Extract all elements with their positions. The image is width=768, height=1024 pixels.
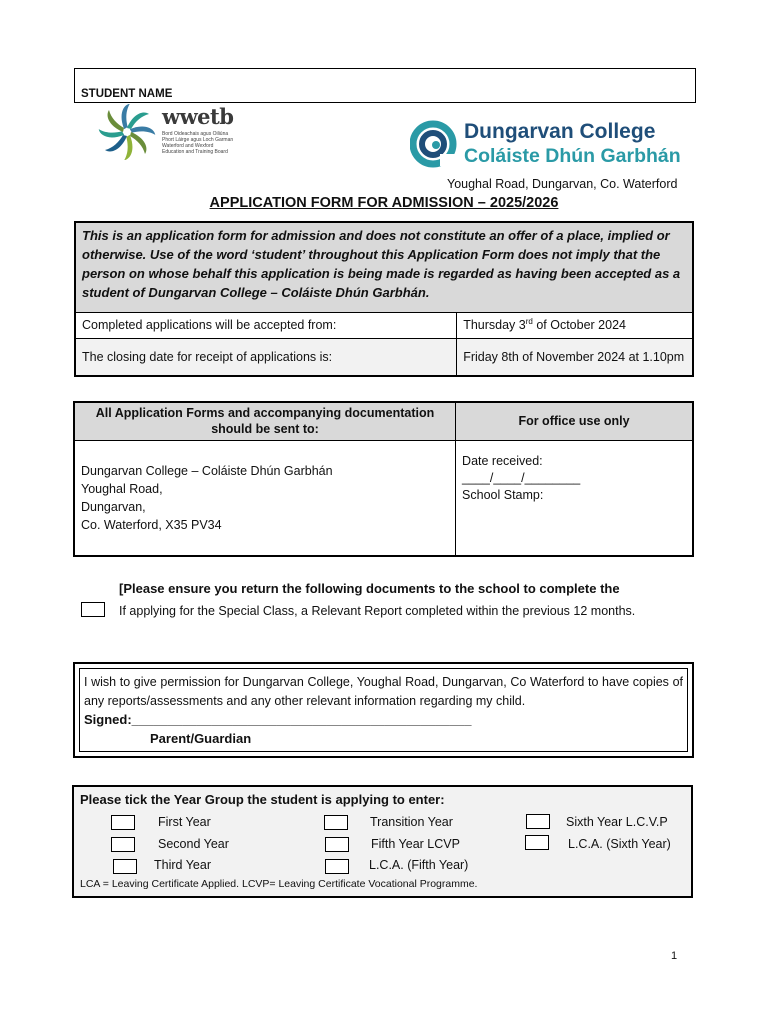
page-number: 1: [671, 950, 678, 962]
sixth-year-lcvp-label: Sixth Year L.C.V.P: [566, 815, 668, 829]
lca-sixth-year-checkbox[interactable]: [525, 835, 549, 850]
sixth-year-lcvp-checkbox[interactable]: [526, 814, 550, 829]
wwetb-swirl-icon: [98, 104, 156, 160]
send-to-address-line: Youghal Road,: [81, 481, 163, 496]
third-year-checkbox[interactable]: [113, 859, 137, 874]
send-to-address: [74, 440, 456, 556]
accepted-from-value-pre: Thursday 3: [463, 318, 526, 333]
send-to-address-line: Dungarvan,: [81, 499, 146, 514]
office-use-header: For office use only: [456, 402, 693, 440]
parent-guardian-label: Parent/Guardian: [150, 731, 252, 746]
accepted-from-value-post: of October 2024: [532, 318, 626, 333]
college-emblem-icon: [410, 118, 458, 168]
documents-heading: [Please ensure you return the following documents to the school to complete the: [119, 581, 620, 596]
transition-year-label: Transition Year: [370, 815, 453, 829]
signature-field[interactable]: Signed:_______________________________________________: [84, 712, 472, 727]
college-name: Dungarvan College: [464, 120, 656, 143]
accepted-from-value: [457, 312, 693, 338]
closing-date-label: The closing date for receipt of applications is:: [75, 338, 457, 376]
school-stamp-label: School Stamp:: [462, 487, 544, 502]
student-name-field[interactable]: [74, 68, 696, 103]
student-name-label: STUDENT NAME: [81, 88, 173, 100]
office-use-area: [456, 440, 693, 556]
date-received-field[interactable]: ____/____/________: [462, 470, 581, 485]
college-address: Youghal Road, Dungarvan, Co. Waterford: [447, 177, 678, 191]
first-year-checkbox[interactable]: [111, 815, 135, 830]
permission-text: I wish to give permission for Dungarvan College, Youghal Road, Dungarvan, Co Waterford to have copies of any reports/assessments and any other relevant information regarding my child.: [84, 675, 683, 708]
fifth-year-lcvp-label: Fifth Year LCVP: [371, 837, 460, 851]
page-title: [0, 195, 768, 211]
first-year-label: First Year: [158, 815, 211, 829]
wwetb-sub-line: Bord Oideachais agus Oiliúna: [162, 131, 229, 137]
special-class-report-checkbox[interactable]: [81, 602, 105, 617]
lca-fifth-year-label: L.C.A. (Fifth Year): [369, 858, 469, 872]
admission-info-table: [74, 221, 694, 377]
second-year-label: Second Year: [158, 837, 229, 851]
send-to-address-line: Dungarvan College – Coláiste Dhún Garbhán: [81, 463, 333, 478]
accepted-from-label: Completed applications will be accepted from:: [75, 312, 457, 338]
college-irish-name: Coláiste Dhún Garbhán: [464, 145, 681, 167]
lca-fifth-year-checkbox[interactable]: [325, 859, 349, 874]
third-year-label: Third Year: [154, 858, 211, 872]
disclaimer-text: This is an application form for admission and does not constitute an offer of a place, implied or otherwise. Use of the word ‘student’ throughout this Application Form does not imply that the person on whose behalf this application is being made is regarded as having been accepted as a student of Dungarvan College – Coláiste Dhún Garbhán.: [75, 222, 693, 312]
wwetb-title: wwetb: [162, 104, 234, 129]
wwetb-logo: [98, 104, 248, 160]
accepted-from-value-sup: rd: [525, 317, 533, 327]
lca-sixth-year-label: L.C.A. (Sixth Year): [568, 837, 671, 851]
page-title-text: APPLICATION FORM FOR ADMISSION – 2025/2026: [209, 195, 559, 211]
fifth-year-lcvp-checkbox[interactable]: [325, 837, 349, 852]
college-logo: [410, 118, 710, 172]
second-year-checkbox[interactable]: [111, 837, 135, 852]
year-group-heading: Please tick the Year Group the student is applying to enter:: [80, 792, 445, 807]
year-group-section: [72, 785, 693, 898]
permission-box: [73, 662, 694, 758]
special-class-report-text: If applying for the Special Class, a Relevant Report completed within the previous 12 months.: [119, 604, 636, 618]
send-to-table: [73, 401, 694, 557]
wwetb-sub-line: Education and Training Board: [162, 149, 228, 155]
send-to-header: All Application Forms and accompanying documentation should be sent to:: [74, 402, 456, 440]
wwetb-sub-line: Waterford and Wexford: [162, 143, 214, 149]
closing-date-value: Friday 8th of November 2024 at 1.10pm: [457, 338, 693, 376]
date-received-label: Date received:: [462, 453, 543, 468]
send-to-address-line: Co. Waterford, X35 PV34: [81, 517, 222, 532]
transition-year-checkbox[interactable]: [324, 815, 348, 830]
wwetb-sub-line: Phort Láirge agus Loch Garman: [162, 137, 234, 143]
year-group-note: LCA = Leaving Certificate Applied. LCVP= Leaving Certificate Vocational Programme.: [80, 878, 478, 890]
